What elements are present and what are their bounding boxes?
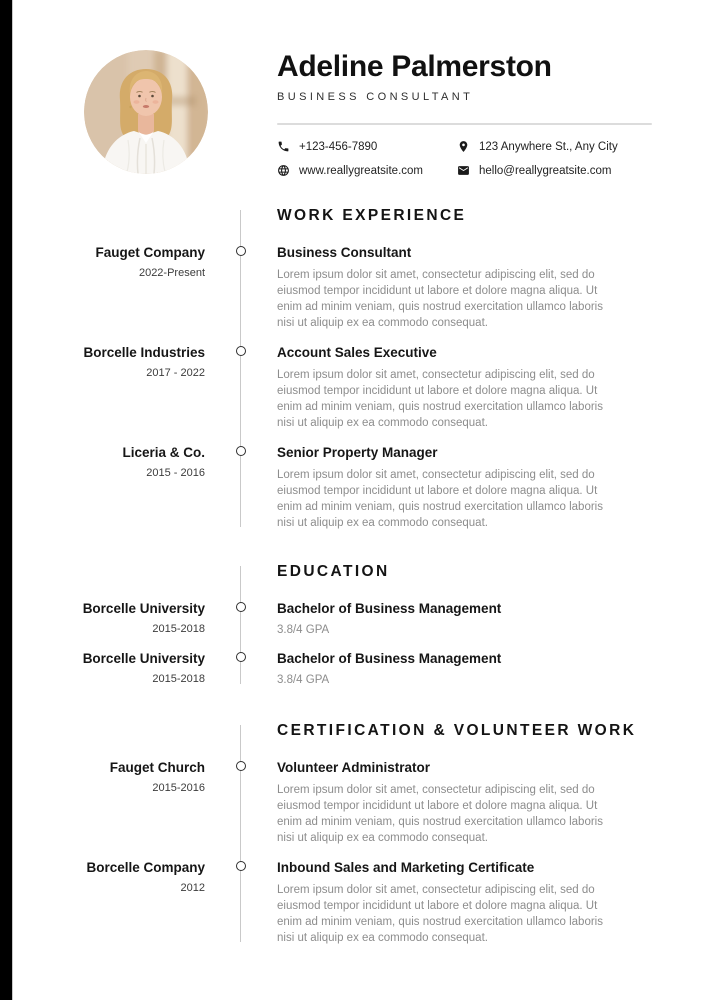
entry-role: Account Sales Executive [277, 345, 437, 360]
certification-entry-1 [0, 760, 707, 846]
education-entry-2 [0, 651, 707, 688]
section-heading-education: EDUCATION [277, 563, 390, 580]
entry-role: Business Consultant [277, 245, 412, 260]
entry-meta [0, 245, 205, 331]
location-pin-icon [457, 140, 470, 153]
entry-degree: Bachelor of Business Management [277, 651, 502, 666]
entry-description: Lorem ipsum dolor sit amet, consectetur adipiscing elit, sed do eiusmod tempor incididunt ut labore et dolore magna aliqua. Ut enim ad minim veniam, quis nostrud exercitation ullamco laboris nisi ut aliquip ex ea commodo consequat. [277, 784, 603, 844]
timeline-marker [205, 601, 277, 638]
entry-dates: 2015-2016 [152, 782, 205, 794]
entry-meta [0, 760, 205, 846]
entry-detail [277, 760, 707, 846]
phone-icon [277, 140, 290, 153]
contact-email-value: hello@reallygreatsite.com [479, 164, 612, 177]
section-heading-certification: CERTIFICATION & VOLUNTEER WORK [277, 722, 637, 739]
timeline-dot [236, 346, 246, 356]
globe-icon [277, 164, 290, 177]
timeline-dot [236, 861, 246, 871]
profile-photo [84, 50, 208, 174]
education-entry-1 [0, 601, 707, 638]
entry-description: Lorem ipsum dolor sit amet, consectetur adipiscing elit, sed do eiusmod tempor incididunt ut labore et dolore magna aliqua. Ut enim ad minim veniam, quis nostrud exercitation ullamco laboris nisi ut aliquip ex ea commodo consequat. [277, 884, 603, 944]
section-heading-work: WORK EXPERIENCE [277, 207, 467, 224]
entry-dates: 2015-2018 [152, 673, 205, 685]
entry-organization: Borcelle University [82, 601, 205, 616]
entry-dates: 2017 - 2022 [146, 367, 205, 379]
person-name: Adeline Palmerston [277, 50, 552, 83]
entry-gpa: 3.8/4 GPA [277, 624, 330, 636]
entry-gpa: 3.8/4 GPA [277, 674, 330, 686]
entry-dates: 2015 - 2016 [146, 467, 205, 479]
timeline-dot [236, 761, 246, 771]
entry-description: Lorem ipsum dolor sit amet, consectetur adipiscing elit, sed do eiusmod tempor incididunt ut labore et dolore magna aliqua. Ut enim ad minim veniam, quis nostrud exercitation ullamco laboris nisi ut aliquip ex ea commodo consequat. [277, 469, 603, 529]
entry-role: Volunteer Administrator [277, 760, 431, 775]
timeline-dot [236, 652, 246, 662]
contact-address-value: 123 Anywhere St., Any City [479, 140, 618, 153]
contact-website-value: www.reallygreatsite.com [299, 164, 423, 177]
resume-body [0, 207, 707, 946]
work-entry-2 [0, 345, 707, 431]
entry-dates: 2015-2018 [152, 623, 205, 635]
header-divider [277, 123, 652, 125]
contact-phone-value: +123-456-7890 [299, 140, 378, 153]
entry-description: Lorem ipsum dolor sit amet, consectetur adipiscing elit, sed do eiusmod tempor incididunt ut labore et dolore magna aliqua. Ut enim ad minim veniam, quis nostrud exercitation ullamco laboris nisi ut aliquip ex ea commodo consequat. [277, 269, 603, 329]
resume-header [0, 0, 707, 177]
entry-degree: Bachelor of Business Management [277, 601, 502, 616]
timeline-marker [205, 651, 277, 688]
entry-role: Inbound Sales and Marketing Certificate [277, 860, 535, 875]
contact-email [457, 164, 707, 177]
entry-organization: Fauget Church [109, 760, 205, 775]
person-title: BUSINESS CONSULTANT [277, 91, 474, 103]
envelope-icon [457, 164, 470, 177]
entry-detail [277, 651, 707, 688]
timeline-line [240, 210, 241, 527]
section-education [0, 563, 707, 688]
entry-meta [0, 860, 205, 946]
section-work-experience [0, 207, 707, 531]
header-text-block [277, 50, 707, 177]
entry-dates: 2012 [180, 882, 205, 894]
entry-meta [0, 651, 205, 688]
contact-list [277, 140, 707, 177]
entry-organization: Borcelle University [82, 651, 205, 666]
contact-phone [277, 140, 457, 153]
entry-meta [0, 601, 205, 638]
timeline-marker [205, 760, 277, 846]
timeline-dot [236, 602, 246, 612]
entry-organization: Liceria & Co. [122, 445, 205, 460]
entry-detail [277, 860, 707, 946]
entry-detail [277, 345, 707, 431]
timeline-line [240, 566, 241, 684]
work-entry-1 [0, 245, 707, 331]
page-edge-strip [0, 0, 13, 1000]
timeline-marker [205, 445, 277, 531]
entry-meta [0, 345, 205, 431]
contact-address [457, 140, 707, 153]
entry-meta [0, 445, 205, 531]
entry-organization: Fauget Company [95, 245, 205, 260]
entry-description: Lorem ipsum dolor sit amet, consectetur adipiscing elit, sed do eiusmod tempor incididunt ut labore et dolore magna aliqua. Ut enim ad minim veniam, quis nostrud exercitation ullamco laboris nisi ut aliquip ex ea commodo consequat. [277, 369, 603, 429]
entry-detail [277, 245, 707, 331]
timeline-dot [236, 246, 246, 256]
work-entry-3 [0, 445, 707, 531]
entry-detail [277, 601, 707, 638]
entry-organization: Borcelle Company [86, 860, 205, 875]
entry-detail [277, 445, 707, 531]
timeline-marker [205, 245, 277, 331]
profile-photo-image [84, 50, 208, 174]
timeline-marker [205, 860, 277, 946]
timeline-dot [236, 446, 246, 456]
certification-entry-2 [0, 860, 707, 946]
entry-dates: 2022-Present [138, 267, 205, 279]
section-certification [0, 722, 707, 946]
entry-organization: Borcelle Industries [83, 345, 205, 360]
contact-website [277, 164, 457, 177]
entry-role: Senior Property Manager [277, 445, 438, 460]
timeline-marker [205, 345, 277, 431]
timeline-line [240, 725, 241, 942]
